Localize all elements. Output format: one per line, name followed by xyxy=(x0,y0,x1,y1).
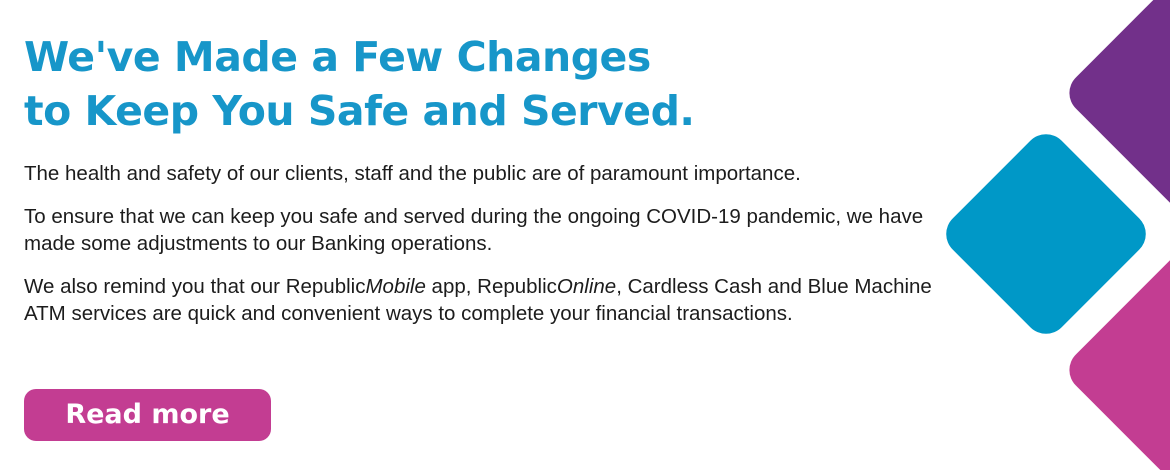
online-brand-word: Online xyxy=(556,275,617,298)
banner-body xyxy=(24,160,934,327)
paragraph-digital-services xyxy=(24,273,934,327)
banner-headline xyxy=(24,30,934,138)
digital-services-text-2: app, Republic xyxy=(425,275,557,298)
mobile-brand-word: Mobile xyxy=(365,275,426,298)
paragraph-health-safety: The health and safety of our clients, staff and the public are of paramount importance. xyxy=(24,162,801,185)
read-more-button[interactable]: Read more xyxy=(24,389,271,441)
headline-line-2: to Keep You Safe and Served. xyxy=(24,87,695,135)
digital-services-text-3: , Cardless Cash and Blue Machine ATM services are quick and convenient ways to complete your financial transactions. xyxy=(24,275,932,325)
banner-content xyxy=(24,30,934,343)
paragraph-covid-adjustments: To ensure that we can keep you safe and served during the ongoing COVID-19 pandemic, we have made some adjustments to our Banking operations. xyxy=(24,205,924,255)
digital-services-text-1: We also remind you that our Republic xyxy=(24,275,366,298)
headline-line-1: We've Made a Few Changes xyxy=(24,33,651,81)
